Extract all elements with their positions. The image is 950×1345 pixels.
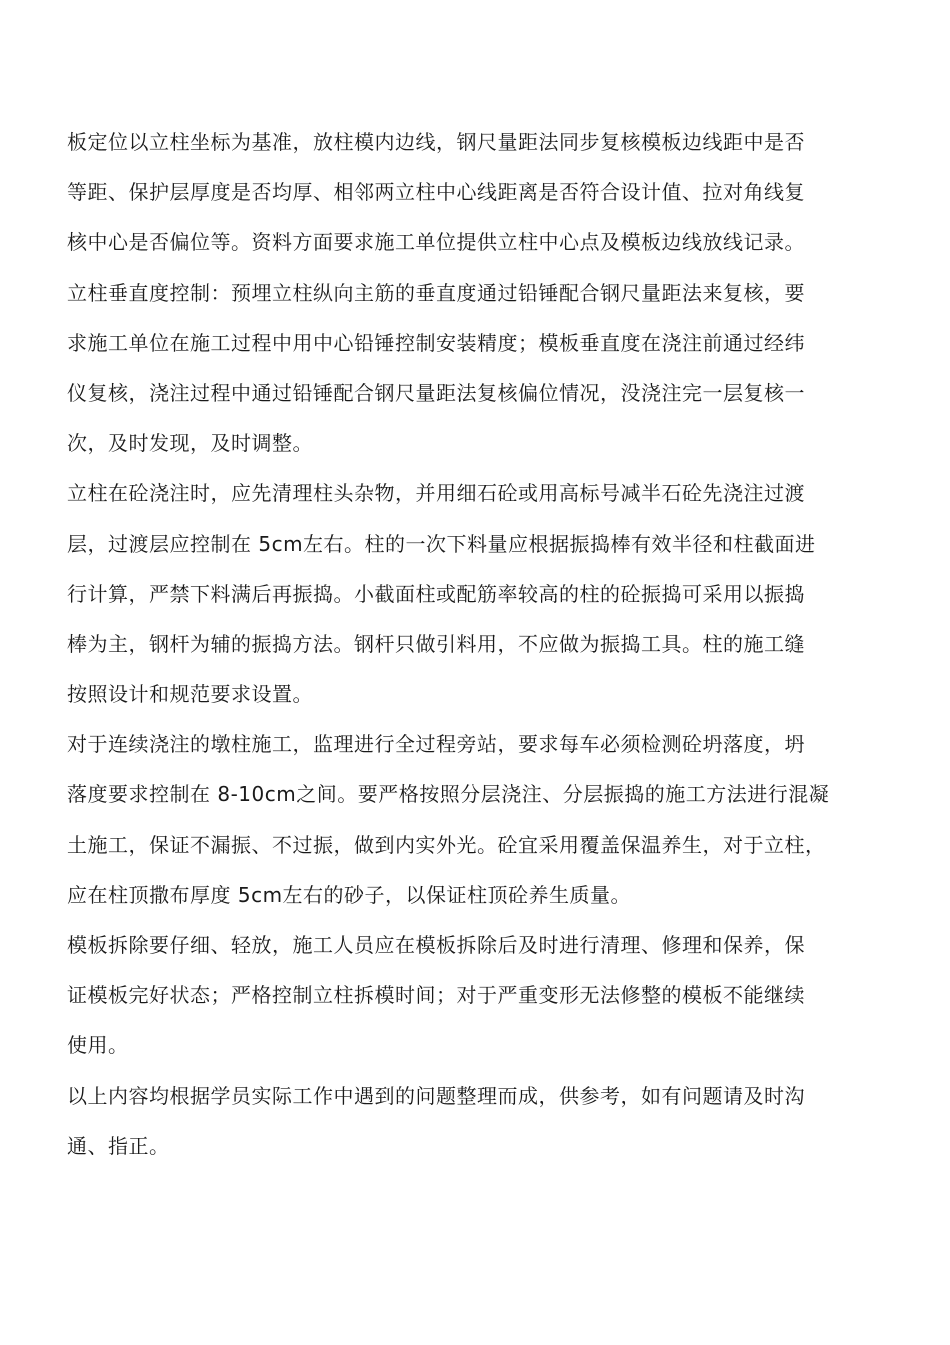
- text-line-17: 模板拆除要仔细、轻放，施工人员应在模板拆除后及时进行清理、修理和保养，保: [67, 933, 805, 957]
- text-line-14: 落度要求控制在 8-10cm之间。要严格按照分层浇注、分层振捣的施工方法进行混凝: [67, 782, 830, 807]
- text-line-11: 棒为主，钢杆为辅的振捣方法。钢杆只做引料用，不应做为振捣工具。柱的施工缝: [67, 631, 805, 656]
- document-body: [67, 122, 927, 1176]
- text-line-2: 等距、保护层厚度是否均厚、相邻两立柱中心线距离是否符合设计值、拉对角线复: [67, 180, 805, 205]
- text-line-16: 应在柱顶撒布厚度 5cm左右的砂子，以保证柱顶砼养生质量。: [67, 882, 632, 907]
- text-line-3: 核中心是否偏位等。资料方面要求施工单位提供立柱中心点及模板边线放线记录。: [67, 230, 805, 255]
- text-line-4: 立柱垂直度控制：预埋立柱纵向主筋的垂直度通过铅锤配合钢尺量距法来复核，要: [67, 280, 805, 305]
- text-line-13: 对于连续浇注的墩柱施工，监理进行全过程旁站，要求每车必须检测砼坍落度，坍: [67, 732, 805, 757]
- text-line-21: 通、指正。: [67, 1133, 170, 1158]
- text-line-5: 求施工单位在施工过程中用中心铅锤控制安装精度；模板垂直度在浇注前通过经纬: [67, 330, 805, 355]
- text-line-7: 次，及时发现，及时调整。: [67, 431, 313, 456]
- text-line-1: 板定位以立柱坐标为基准，放柱模内边线，钢尺量距法同步复核模板边线距中是否: [67, 130, 805, 154]
- text-line-15: 土施工，保证不漏振、不过振，做到内实外光。砼宜采用覆盖保温养生，对于立柱，: [67, 832, 826, 857]
- text-line-19: 使用。: [67, 1033, 129, 1058]
- text-line-10: 行计算，严禁下料满后再振捣。小截面柱或配筋率较高的柱的砼振捣可采用以振捣: [67, 581, 805, 606]
- text-line-18: 证模板完好状态；严格控制立柱拆模时间；对于严重变形无法修整的模板不能继续: [67, 983, 805, 1008]
- text-line-12: 按照设计和规范要求设置。: [67, 682, 313, 707]
- text-line-20: 以上内容均根据学员实际工作中遇到的问题整理而成，供参考，如有问题请及时沟: [67, 1083, 805, 1108]
- text-line-8: 立柱在砼浇注时，应先清理柱头杂物，并用细石砼或用高标号减半石砼先浇注过渡: [67, 481, 805, 506]
- text-line-9: 层，过渡层应控制在 5cm左右。柱的一次下料量应根据振捣棒有效半径和柱截面进: [67, 531, 816, 556]
- text-line-6: 仪复核，浇注过程中通过铅锤配合钢尺量距法复核偏位情况，没浇注完一层复核一: [67, 380, 805, 405]
